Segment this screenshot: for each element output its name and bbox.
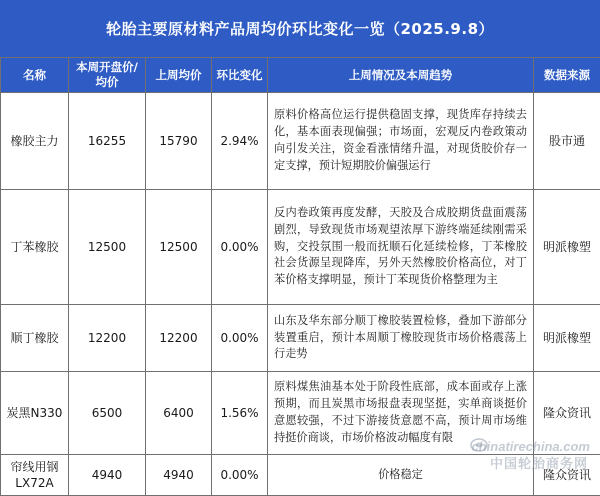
- cell-this-week: 12500: [69, 190, 146, 305]
- watermark-text: 中国轮胎商务网: [490, 453, 588, 472]
- table-header-row: [1, 58, 600, 93]
- cell-source: 隆众资讯: [534, 372, 600, 455]
- table-row: [1, 305, 600, 372]
- col-header-change: 环比变化: [212, 58, 268, 93]
- col-header-trend: 上周情况及本周趋势: [268, 58, 534, 93]
- cell-this-week: 16255: [69, 93, 146, 190]
- cell-source: 明派橡塑: [534, 305, 600, 372]
- cell-this-week: 12200: [69, 305, 146, 372]
- cell-trend: 山东及华东部分顺丁橡胶装置检修，叠加下游部分装置重启，预计本周顺丁橡胶现货市场价格震荡上行走势: [268, 305, 534, 372]
- cell-change: 2.94%: [212, 93, 268, 190]
- col-header-this-week: 本周开盘价/ 均价: [69, 58, 146, 93]
- cell-source: 明派橡塑: [534, 190, 600, 305]
- cell-last-week: 6400: [146, 372, 212, 455]
- cell-this-week: 6500: [69, 372, 146, 455]
- cell-name: 顺丁橡胶: [1, 305, 69, 372]
- cell-name: 橡胶主力: [1, 93, 69, 190]
- cell-last-week: 12200: [146, 305, 212, 372]
- col-header-last-week: 上周均价: [146, 58, 212, 93]
- watermark-site: chinatirechina.com: [472, 439, 590, 454]
- table-row: [1, 190, 600, 305]
- col-header-source: 数据来源: [534, 58, 600, 93]
- cell-name: 炭黑N330: [1, 372, 69, 455]
- cell-trend: 反内卷政策再度发酵，天胶及合成胶期货盘面震荡剧烈，导致现货市场观望浓厚下游终端延续刚需采购，交投氛围一般而抚顺石化延续检修，丁苯橡胶社会货源呈现降库，另外天然橡胶价格高位，对丁苯价格支撑明显，预计丁苯现货价格整理为主: [268, 190, 534, 305]
- cell-change: 1.56%: [212, 372, 268, 455]
- cell-source: 隆众资讯: [534, 455, 600, 496]
- cell-last-week: 12500: [146, 190, 212, 305]
- cell-trend: 原料价格高位运行提供稳固支撑，现货库存持续去化，基本面表现偏强；市场面，宏观反内卷政策动向引发关注，资金看涨情绪升温，对现货胶价存一定支撑，预计短期胶价偏强运行: [268, 93, 534, 190]
- cell-this-week: 4940: [69, 455, 146, 496]
- cell-change: 0.00%: [212, 455, 268, 496]
- table-row: [1, 93, 600, 190]
- cell-trend: 价格稳定: [268, 455, 534, 496]
- cell-last-week: 4940: [146, 455, 212, 496]
- cell-source: 股市通: [534, 93, 600, 190]
- col-header-name: 名称: [1, 58, 69, 93]
- cell-change: 0.00%: [212, 305, 268, 372]
- cell-trend: 原料煤焦油基本处于阶段性底部，成本面或存上涨预期，而且炭黑市场报盘表现坚挺，实单商谈挺价意愿较强，不过下游接货意愿不高，预计周市场维持挺价商谈，市场价格波动幅度有限: [268, 372, 534, 455]
- cell-change: 0.00%: [212, 190, 268, 305]
- cell-name: 丁苯橡胶: [1, 190, 69, 305]
- cell-name: 帘线用钢 LX72A: [1, 455, 69, 496]
- page-title: 轮胎主要原材料产品周均价环比变化一览（2025.9.8）: [0, 0, 600, 57]
- cell-last-week: 15790: [146, 93, 212, 190]
- price-table: [0, 57, 600, 496]
